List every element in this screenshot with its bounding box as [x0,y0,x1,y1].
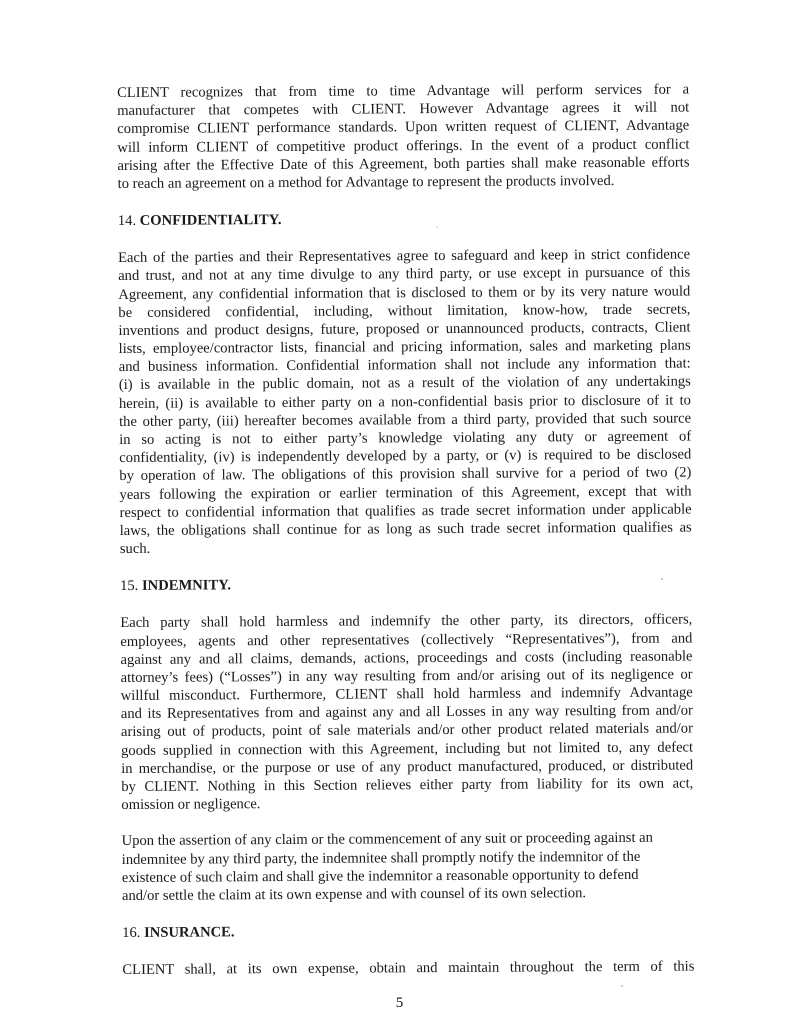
text-line: such. [119,540,151,558]
intro-paragraph [117,81,690,194]
text-line: laws, the obligations shall continue for as long as such trade secret information qualifies as [119,519,692,539]
text-line: and trust, and not at any time divulge to any third party, or use except in pursuance of this [118,264,691,285]
text-line: by CLIENT. Nothing in this Section relieves either party from liability for its own act, [121,775,694,795]
text-line: omission or negligence. [121,796,261,814]
text-line: Agreement, any confidential information that is disclosed to them or by its very nature would [118,283,691,303]
text-line: Upon the assertion of any claim or the commencement of any suit or proceeding against an [121,830,653,850]
document-body [117,81,694,980]
text-line: compromise CLIENT performance standards. Upon written request of CLIENT, Advantage [117,117,690,138]
text-line: against any and all claims, demands, actions, proceedings and costs (including reasonable [120,648,693,668]
text-line: lists, employee/contractor lists, financial and pricing information, sales and marketing plans [118,337,691,358]
text-line: willful misconduct. Furthermore, CLIENT shall hold harmless and indemnify Advantage [120,684,693,705]
text-line: goods supplied in connection with this Agreement, including but not limited to, any defect [121,739,694,759]
scan-speck [436,226,438,228]
text-line: the other party, (iii) hereafter becomes available from a third party, provided that such source [119,410,692,430]
text-line: arising after the Effective Date of this Agreement, both parties shall make reasonable efforts [117,154,690,174]
text-line: arising out of products, point of sale materials and/or other product related materials and/or [120,720,693,741]
text-line: be considered confidential, including, without limitation, know-how, trade secrets, [118,301,691,321]
indemnity-paragraph-2 [122,829,694,905]
text-line: and business information. Confidential information shall not include any information that: [118,355,691,376]
section-number: 14. [117,213,137,230]
indemnity-paragraph-1 [120,611,693,815]
text-line: confidentiality, (iv) is independently developed by a party, or (v) is required to be disclosed [119,446,692,467]
text-line: existence of such claim and shall give the indemnitor a reasonable opportunity to defend [121,866,639,886]
section-title: INSURANCE. [144,924,235,941]
text-line: attorney’s fees) (“Losses”) in any way resulting from and/or arising out of its negligence or [120,666,693,686]
text-line: years following the expiration or earlier termination of this Agreement, except that with [119,483,692,503]
text-line: (i) is available in the public domain, not as a result of the violation of any undertakings [118,373,691,394]
scan-speck [621,985,623,987]
text-line: will inform CLIENT of competitive product offerings. In the event of a product conflict [117,136,690,156]
section-title: INDEMNITY. [141,577,232,595]
text-line: and its Representatives from and against any and all Losses in any way resulting from and/or [120,702,693,723]
text-line: indemnitee by any third party, the indemnitee shall promptly notify the indemnitor of the [121,848,641,868]
text-line: manufacturer that competes with CLIENT. However Advantage agrees it will not [117,99,690,120]
scan-speck [661,578,663,580]
section-number: 16. [122,924,141,942]
text-line: in so acting is not to either party’s knowledge violating any duty or agreement of [119,428,692,448]
text-line: Each party shall hold harmless and indemnify the other party, its directors, officers, [120,611,693,632]
insurance-paragraph [122,958,694,980]
text-line: in merchandise, or the purpose or use of any product manufactured, produced, or distributed [121,757,694,777]
section-title: CONFIDENTIALITY. [139,212,282,229]
page-number: 5 [395,995,404,1011]
text-line: inventions and product designs, future, proposed or unannounced products, contracts, Client [118,319,691,339]
text-line: employees, agents and other representatives (collectively “Representatives”), from and [120,629,693,650]
confidentiality-paragraph [118,246,692,559]
text-line: CLIENT recognizes that from time to time Advantage will perform services for a [117,81,690,101]
text-line: by operation of law. The obligations of this provision shall survive for a period of two (2) [119,464,692,485]
text-line: to reach an agreement on a method for Advantage to represent the products involved. [117,172,615,192]
text-line: respect to confidential information that qualifies as trade secret information under applicable [119,501,692,521]
text-line: and/or settle the claim at its own expense and with counsel of its own selection. [121,885,587,904]
text-line: Each of the parties and their Representatives agree to safeguard and keep in strict confidence [118,246,691,267]
text-line: CLIENT shall, at its own expense, obtain and maintain throughout the term of this [122,958,695,979]
text-line: herein, (ii) is available to either party on a non-confidential basis prior to disclosure of it to [118,392,691,412]
section-number: 15. [120,578,139,595]
